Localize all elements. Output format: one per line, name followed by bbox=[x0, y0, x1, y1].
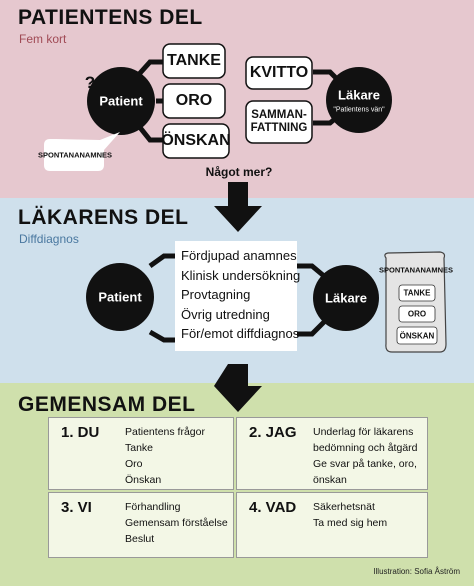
cell-line: Gemensam förståelse bbox=[125, 517, 228, 529]
cell-line: bedömning och åtgärd bbox=[313, 442, 418, 454]
cell-line: Tanke bbox=[125, 442, 154, 454]
cell-number: 2. JAG bbox=[249, 424, 297, 441]
cell-lines bbox=[313, 499, 387, 531]
diagnostic-steps-list bbox=[181, 246, 301, 344]
cell-jag bbox=[236, 417, 428, 490]
cell-line: Säkerhetsnät bbox=[313, 501, 375, 513]
step-item: Klinisk undersökning bbox=[181, 267, 301, 283]
bag-title: SPONTANANAMNES bbox=[378, 265, 454, 275]
card-label-kvitto: KVITTO bbox=[249, 64, 309, 81]
down-arrow-1 bbox=[214, 182, 262, 232]
more-question: Något mer? bbox=[205, 165, 273, 179]
bag-card-label-tanke: TANKE bbox=[403, 288, 431, 298]
cell-vad bbox=[236, 492, 428, 558]
cell-line: Ge svar på tanke, oro, bbox=[313, 458, 417, 470]
down-arrow-2 bbox=[214, 364, 262, 412]
doctor-caption: "Patientens vän" bbox=[333, 106, 385, 114]
patient-label-2: Patient bbox=[98, 289, 142, 305]
cell-line: Patientens frågor bbox=[125, 426, 205, 438]
cell-number: 1. DU bbox=[61, 424, 100, 441]
bag-card-label-oro: ORO bbox=[407, 309, 427, 319]
connector-doctor-bottom bbox=[296, 322, 324, 334]
doctor-section-subtitle: Diffdiagnos bbox=[19, 232, 79, 246]
doctor-label-2: Läkare bbox=[325, 290, 367, 306]
spontaneous-label: SPONTANANAMNES bbox=[37, 150, 113, 160]
illustration-credit: Illustration: Sofia Åström bbox=[373, 567, 460, 576]
connector-doctor-top bbox=[296, 266, 324, 276]
card-label-sammanfattning: SAMMAN- FATTNING bbox=[250, 109, 308, 134]
cell-vi bbox=[48, 492, 234, 558]
doctor-label: Läkare bbox=[338, 87, 380, 103]
cell-line: Önskan bbox=[125, 474, 162, 486]
cell-line: Oro bbox=[125, 458, 143, 470]
card-label-onskan: ÖNSKAN bbox=[161, 132, 231, 149]
step-item: För/emot diffdiagnos bbox=[181, 326, 300, 341]
cell-number: 3. VI bbox=[61, 499, 92, 516]
cell-lines bbox=[125, 424, 205, 488]
card-label-oro: ORO bbox=[175, 92, 213, 109]
doctor-section-title: LÄKARENS DEL bbox=[18, 206, 189, 229]
card-label-tanke: TANKE bbox=[167, 52, 221, 69]
patient-section-subtitle: Fem kort bbox=[19, 32, 67, 46]
cell-line: Förhandling bbox=[125, 501, 181, 513]
step-item: Fördjupad anamnes bbox=[181, 248, 297, 263]
bag-card-label-onskan: ÖNSKAN bbox=[399, 331, 435, 341]
cell-lines bbox=[125, 499, 228, 547]
step-item: Provtagning bbox=[181, 287, 251, 302]
cell-du bbox=[48, 417, 234, 490]
cell-number: 4. VAD bbox=[249, 499, 297, 516]
common-section-title: GEMENSAM DEL bbox=[18, 393, 196, 416]
cell-line: Ta med sig hem bbox=[313, 517, 388, 529]
cell-line: Beslut bbox=[125, 533, 155, 545]
step-item: Övrig utredning bbox=[181, 306, 270, 322]
question-mark: ? bbox=[84, 73, 96, 92]
cell-lines bbox=[313, 424, 418, 488]
patient-label: Patient bbox=[99, 93, 143, 109]
patient-section-title: PATIENTENS DEL bbox=[18, 6, 203, 29]
cell-line: önskan bbox=[313, 474, 347, 486]
cell-line: Underlag för läkarens bbox=[313, 426, 414, 438]
